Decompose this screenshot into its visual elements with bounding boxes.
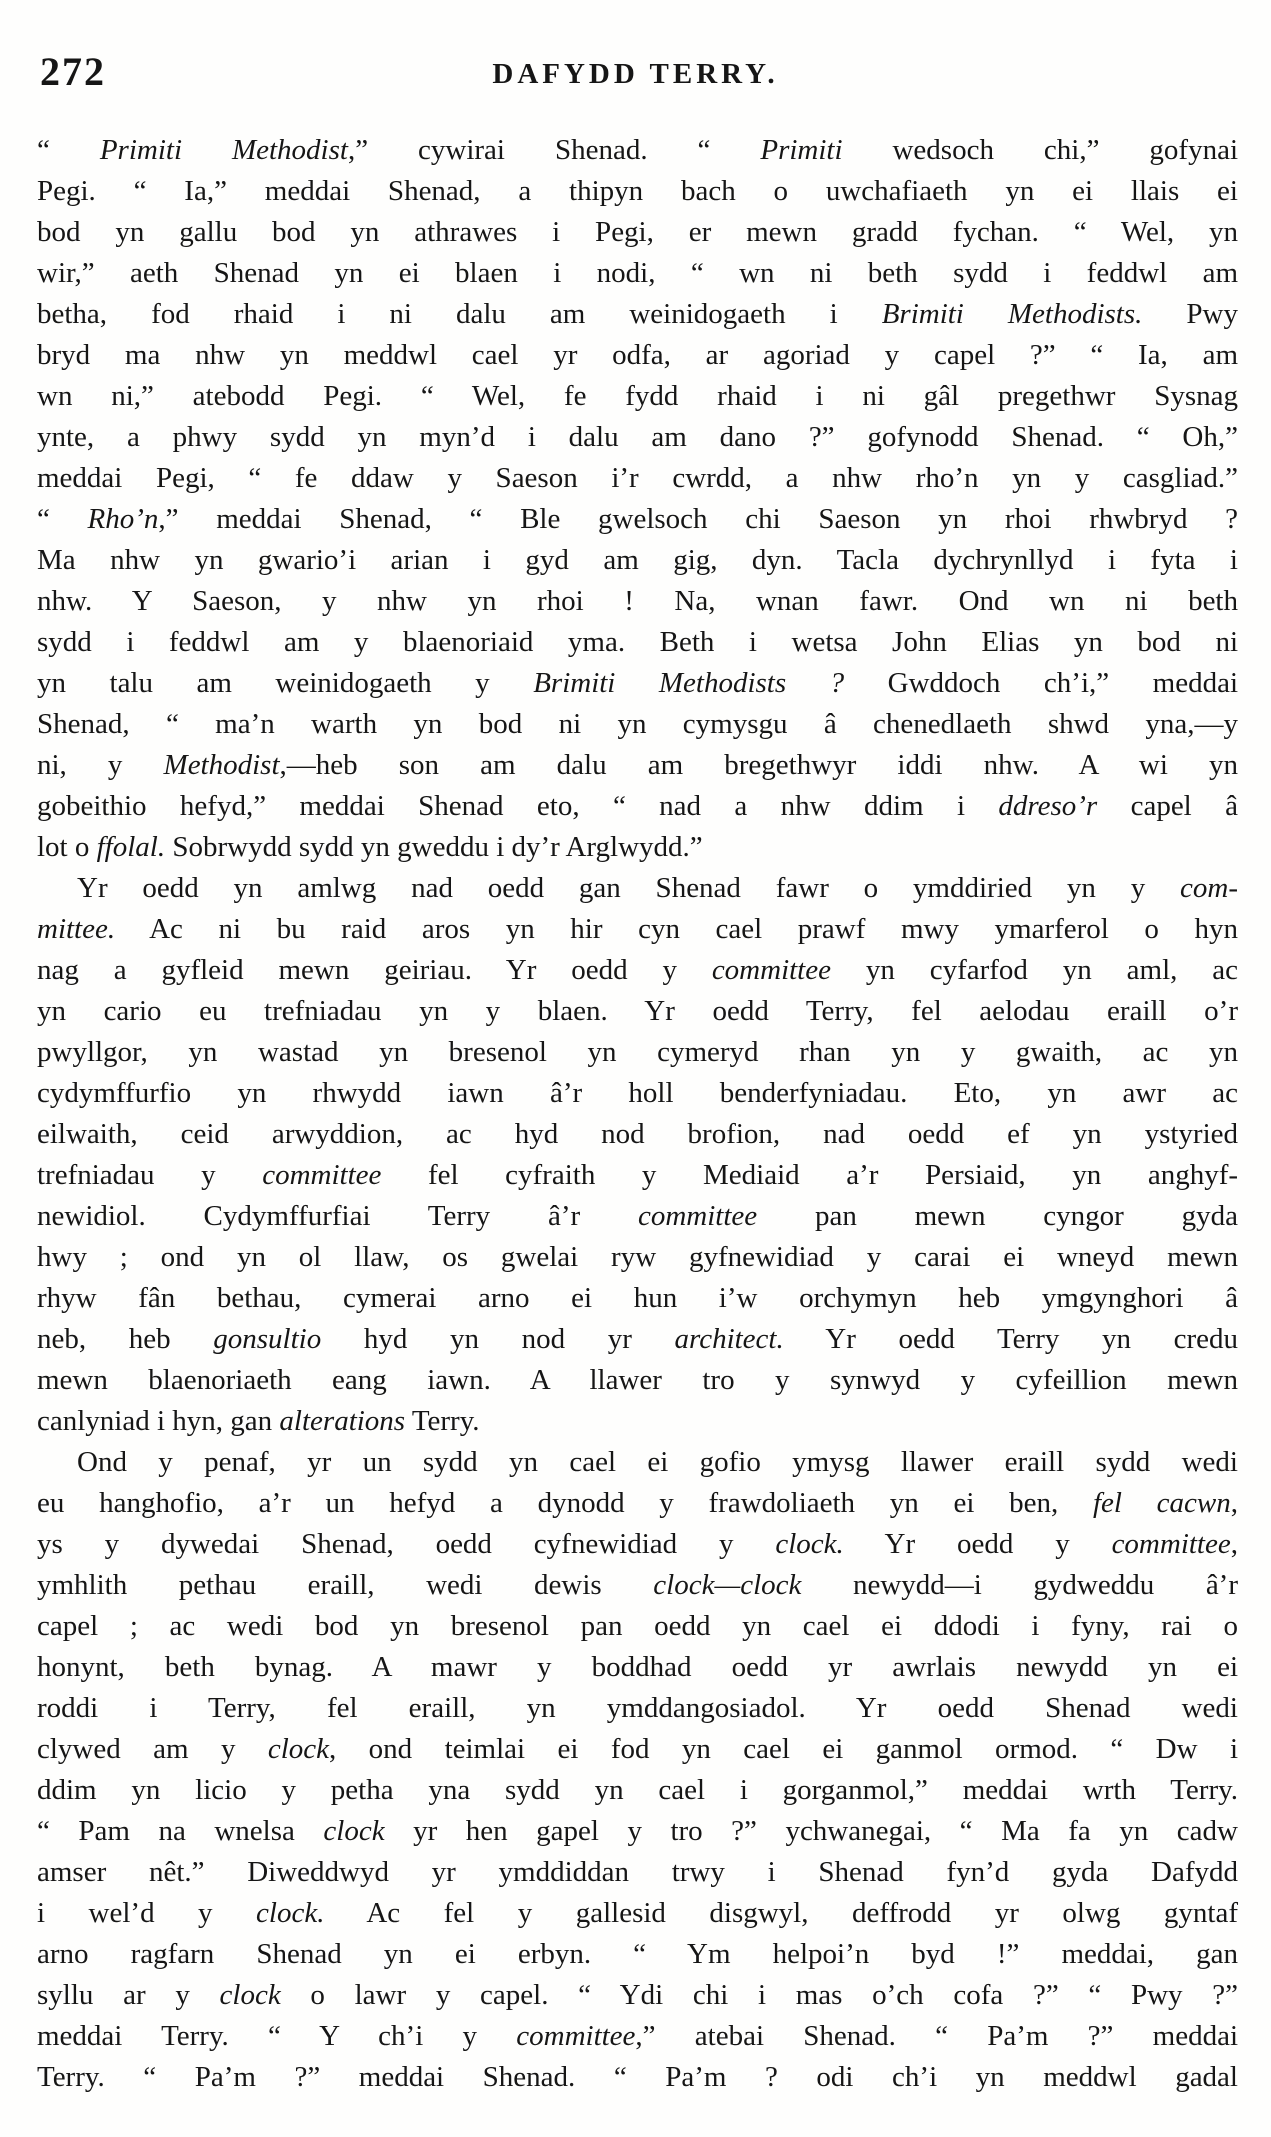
text-run: ys y dywedai Shenad, oedd cyfnewidiad y — [37, 1528, 776, 1560]
body-text — [37, 130, 1238, 2098]
italic-text-run: ffolal. — [96, 831, 166, 863]
text-run: ddim yn licio y petha yna sydd yn cael i gorganmol,” meddai wrth Terry. — [37, 1774, 1238, 1806]
text-run: yn cyfarfod yn aml, ac — [830, 954, 1238, 986]
text-line — [37, 1975, 1238, 2016]
text-line — [37, 1934, 1238, 1975]
text-run: Sobrwydd sydd yn gweddu i dy’r Arglwydd.” — [165, 831, 703, 863]
text-line — [37, 1155, 1238, 1196]
text-line — [37, 294, 1238, 335]
italic-text-run: Primiti — [760, 134, 843, 166]
italic-text-run: clock — [219, 1979, 281, 2011]
text-run: Ond y penaf, yr un sydd yn cael ei gofio ymysg llawer eraill sydd wedi — [77, 1446, 1238, 1478]
text-run: canlyniad i hyn, gan — [37, 1405, 280, 1437]
text-line — [37, 1524, 1238, 1565]
text-run: rhyw fân bethau, cymerai arno ei hun i’w orchymyn heb ymgynghori â — [37, 1282, 1238, 1314]
text-run: yn talu am weinidogaeth y — [37, 667, 534, 699]
text-line — [37, 704, 1238, 745]
text-run: ,” cywirai Shenad. “ — [347, 134, 761, 166]
page-number: 272 — [40, 49, 106, 94]
text-run: Ma nhw yn gwario’i arian i gyd am gig, dyn. Tacla dychrynllyd i fyta i — [37, 544, 1238, 576]
text-run: hyd yn nod yr — [321, 1323, 675, 1355]
text-run: i wel’d y — [37, 1897, 257, 1929]
text-line — [37, 909, 1238, 950]
text-run: mewn blaenoriaeth eang iawn. A llawer tro y synwyd y cyfeillion mewn — [37, 1364, 1238, 1396]
text-run: Ac fel y gallesid disgwyl, deffrodd yr olwg gyntaf — [324, 1897, 1238, 1929]
text-run: wir,” aeth Shenad yn ei blaen i nodi, “ wn ni beth sydd i feddwl am — [37, 257, 1238, 289]
text-run: trefniadau y — [37, 1159, 263, 1191]
text-line — [37, 376, 1238, 417]
text-run: wn ni,” atebodd Pegi. “ Wel, fe fydd rhaid i ni gâl pregethwr Sysnag — [37, 380, 1238, 412]
text-line — [37, 1729, 1238, 1770]
text-run: “ — [37, 503, 88, 535]
text-line — [37, 1114, 1238, 1155]
text-run: “ Pam na wnelsa — [37, 1815, 324, 1847]
text-line — [37, 1565, 1238, 1606]
italic-text-run: committee — [516, 2020, 636, 2052]
italic-text-run: clock — [267, 1733, 330, 1765]
text-line — [37, 1319, 1238, 1360]
text-run: Yr oedd Terry yn credu — [783, 1323, 1238, 1355]
text-run: neb, heb — [37, 1323, 214, 1355]
text-run: nhw. Y Saeson, y nhw yn rhoi ! Na, wnan fawr. Ond wn ni beth — [37, 585, 1238, 617]
text-line — [37, 2016, 1238, 2057]
italic-text-run: committee — [1111, 1528, 1231, 1560]
text-line — [37, 1073, 1238, 1114]
text-run: Pwy — [1142, 298, 1238, 330]
text-line — [37, 991, 1238, 1032]
text-line — [37, 1647, 1238, 1688]
text-run: , ond teimlai ei fod yn cael ei ganmol ormod. “ Dw i — [329, 1733, 1238, 1765]
text-line — [37, 1811, 1238, 1852]
text-run: bod yn gallu bod yn athrawes i Pegi, er mewn gradd fychan. “ Wel, yn — [37, 216, 1238, 248]
text-run: newydd—i gydweddu â’r — [801, 1569, 1239, 1601]
italic-text-run: committee — [711, 954, 831, 986]
text-run: ymhlith pethau eraill, wedi dewis — [37, 1569, 654, 1601]
text-run: sydd i feddwl am y blaenoriaid yma. Beth i wetsa John Elias yn bod ni — [37, 626, 1238, 658]
italic-text-run: Brimiti Methodists. — [881, 298, 1143, 330]
text-run: honynt, beth bynag. A mawr y boddhad oedd yr awrlais newydd yn ei — [37, 1651, 1238, 1683]
text-run: Shenad, “ ma’n warth yn bod ni yn cymysgu â chenedlaeth shwd yna,—y — [37, 708, 1238, 740]
text-run: Ac ni bu raid aros yn hir cyn cael prawf mwy ymarferol o hyn — [115, 913, 1238, 945]
text-run: Pegi. “ Ia,” meddai Shenad, a thipyn bach o uwchafiaeth yn ei llais ei — [37, 175, 1238, 207]
text-run: Terry. “ Pa’m ?” meddai Shenad. “ Pa’m ? odi ch’i yn meddwl gadal — [37, 2061, 1238, 2093]
text-run: capel â — [1097, 790, 1238, 822]
text-run: pwyllgor, yn wastad yn bresenol yn cymeryd rhan yn y gwaith, ac yn — [37, 1036, 1238, 1068]
text-line — [37, 786, 1238, 827]
text-run: amser nêt.” Diweddwyd yr ymddiddan trwy i Shenad fyn’d gyda Dafydd — [37, 1856, 1238, 1888]
italic-text-run: gonsultio — [213, 1323, 322, 1355]
text-run: Terry. — [405, 1405, 480, 1437]
text-line — [37, 1278, 1238, 1319]
italic-text-run: ddreso’r — [998, 790, 1098, 822]
text-line — [37, 622, 1238, 663]
text-run: roddi i Terry, fel eraill, yn ymddangosiadol. Yr oedd Shenad wedi — [37, 1692, 1238, 1724]
text-line — [37, 499, 1238, 540]
text-line — [37, 1237, 1238, 1278]
italic-text-run: alterations — [279, 1405, 406, 1437]
text-run: Yr oedd yn amlwg nad oedd gan Shenad fawr o ymddiried yn y — [77, 872, 1181, 904]
text-line — [37, 745, 1238, 786]
running-header: DAFYDD TERRY. — [492, 58, 779, 90]
text-run: cydymffurfio yn rhwydd iawn â’r holl benderfyniadau. Eto, yn awr ac — [37, 1077, 1238, 1109]
italic-text-run: fel cacwn — [1092, 1487, 1231, 1519]
italic-text-run: Brimiti Methodists ? — [533, 667, 845, 699]
text-line — [37, 1196, 1238, 1237]
text-line — [37, 1360, 1238, 1401]
italic-text-run: clock. — [775, 1528, 844, 1560]
text-line — [37, 827, 1238, 868]
text-run: yr hen gapel y tro ?” ychwanegai, “ Ma fa yn cadw — [384, 1815, 1238, 1847]
text-run: fel cyfraith y Mediaid a’r Persiaid, yn anghyf- — [381, 1159, 1239, 1191]
text-line — [37, 1483, 1238, 1524]
text-run: wedsoch chi,” gofynai — [842, 134, 1239, 166]
text-line — [37, 417, 1238, 458]
text-run: betha, fod rhaid i ni dalu am weinidogaeth i — [37, 298, 882, 330]
text-line — [37, 1606, 1238, 1647]
text-line — [37, 950, 1238, 991]
italic-text-run: committee — [637, 1200, 758, 1232]
text-line — [37, 663, 1238, 704]
italic-text-run: architect. — [674, 1323, 784, 1355]
text-run: arno ragfarn Shenad yn ei erbyn. “ Ym helpoi’n byd !” meddai, gan — [37, 1938, 1238, 1970]
text-run: yn cario eu trefniadau yn y blaen. Yr oedd Terry, fel aelodau eraill o’r — [37, 995, 1238, 1027]
text-run: , — [1230, 1487, 1239, 1519]
italic-text-run: clock. — [256, 1897, 325, 1929]
text-run: capel ; ac wedi bod yn bresenol pan oedd yn cael ei ddodi i fyny, rai o — [37, 1610, 1238, 1642]
text-run: nag a gyfleid mewn geiriau. Yr oedd y — [37, 954, 712, 986]
text-line — [37, 1852, 1238, 1893]
text-line — [37, 581, 1238, 622]
text-run: , — [1230, 1528, 1238, 1560]
text-line — [37, 1442, 1238, 1483]
text-run: hwy ; ond yn ol llaw, os gwelai ryw gyfnewidiad y carai ei wneyd mewn — [37, 1241, 1238, 1273]
text-run: ,—heb son am dalu am bregethwyr iddi nhw. A wi yn — [279, 749, 1239, 781]
text-run: “ — [37, 134, 100, 166]
text-run: clywed am y — [37, 1733, 268, 1765]
text-line — [37, 2057, 1238, 2098]
text-line — [37, 540, 1238, 581]
text-run: lot o — [37, 831, 97, 863]
text-line — [37, 335, 1238, 376]
text-run: Gwddoch ch’i,” meddai — [844, 667, 1238, 699]
text-line — [37, 1401, 1238, 1442]
text-run: pan mewn cyngor gyda — [757, 1200, 1238, 1232]
text-run: eu hanghofio, a’r un hefyd a dynodd y frawdoliaeth yn ei ben, — [37, 1487, 1093, 1519]
text-line — [37, 1893, 1238, 1934]
text-run: syllu ar y — [37, 1979, 220, 2011]
italic-text-run: clock — [323, 1815, 385, 1847]
italic-text-run: Methodist — [163, 749, 280, 781]
text-line — [37, 212, 1238, 253]
text-line — [37, 458, 1238, 499]
text-line — [37, 1688, 1238, 1729]
italic-text-run: Primiti Methodist — [99, 134, 348, 166]
text-line — [37, 253, 1238, 294]
text-line — [37, 868, 1238, 909]
text-run: meddai Terry. “ Y ch’i y — [37, 2020, 517, 2052]
text-run: Yr oedd y — [843, 1528, 1112, 1560]
text-run: eilwaith, ceid arwyddion, ac hyd nod brofion, nad oedd ef yn ystyried — [37, 1118, 1238, 1150]
text-run: meddai Pegi, “ fe ddaw y Saeson i’r cwrdd, a nhw rho’n yn y casgliad.” — [37, 462, 1238, 494]
italic-text-run: mittee. — [37, 913, 116, 945]
text-run: o lawr y capel. “ Ydi chi i mas o’ch cofa ?” “ Pwy ?” — [280, 1979, 1238, 2011]
text-run: ,” atebai Shenad. “ Pa’m ?” meddai — [635, 2020, 1238, 2052]
text-run: ,” meddai Shenad, “ Ble gwelsoch chi Saeson yn rhoi rhwbryd ? — [158, 503, 1238, 535]
text-line — [37, 1032, 1238, 1073]
text-run: bryd ma nhw yn meddwl cael yr odfa, ar agoriad y capel ?” “ Ia, am — [37, 339, 1238, 371]
italic-text-run: com- — [1180, 872, 1238, 904]
italic-text-run: Rho’n — [87, 503, 159, 535]
text-line — [37, 1770, 1238, 1811]
text-run: ynte, a phwy sydd yn myn’d i dalu am dano ?” gofynodd Shenad. “ Oh,” — [37, 421, 1238, 453]
text-run: newidiol. Cydymffurfiai Terry â’r — [37, 1200, 638, 1232]
italic-text-run: committee — [262, 1159, 382, 1191]
text-line — [37, 130, 1238, 171]
text-run: gobeithio hefyd,” meddai Shenad eto, “ nad a nhw ddim i — [37, 790, 999, 822]
text-run: ni, y — [37, 749, 164, 781]
italic-text-run: clock—clock — [653, 1569, 802, 1601]
text-line — [37, 171, 1238, 212]
